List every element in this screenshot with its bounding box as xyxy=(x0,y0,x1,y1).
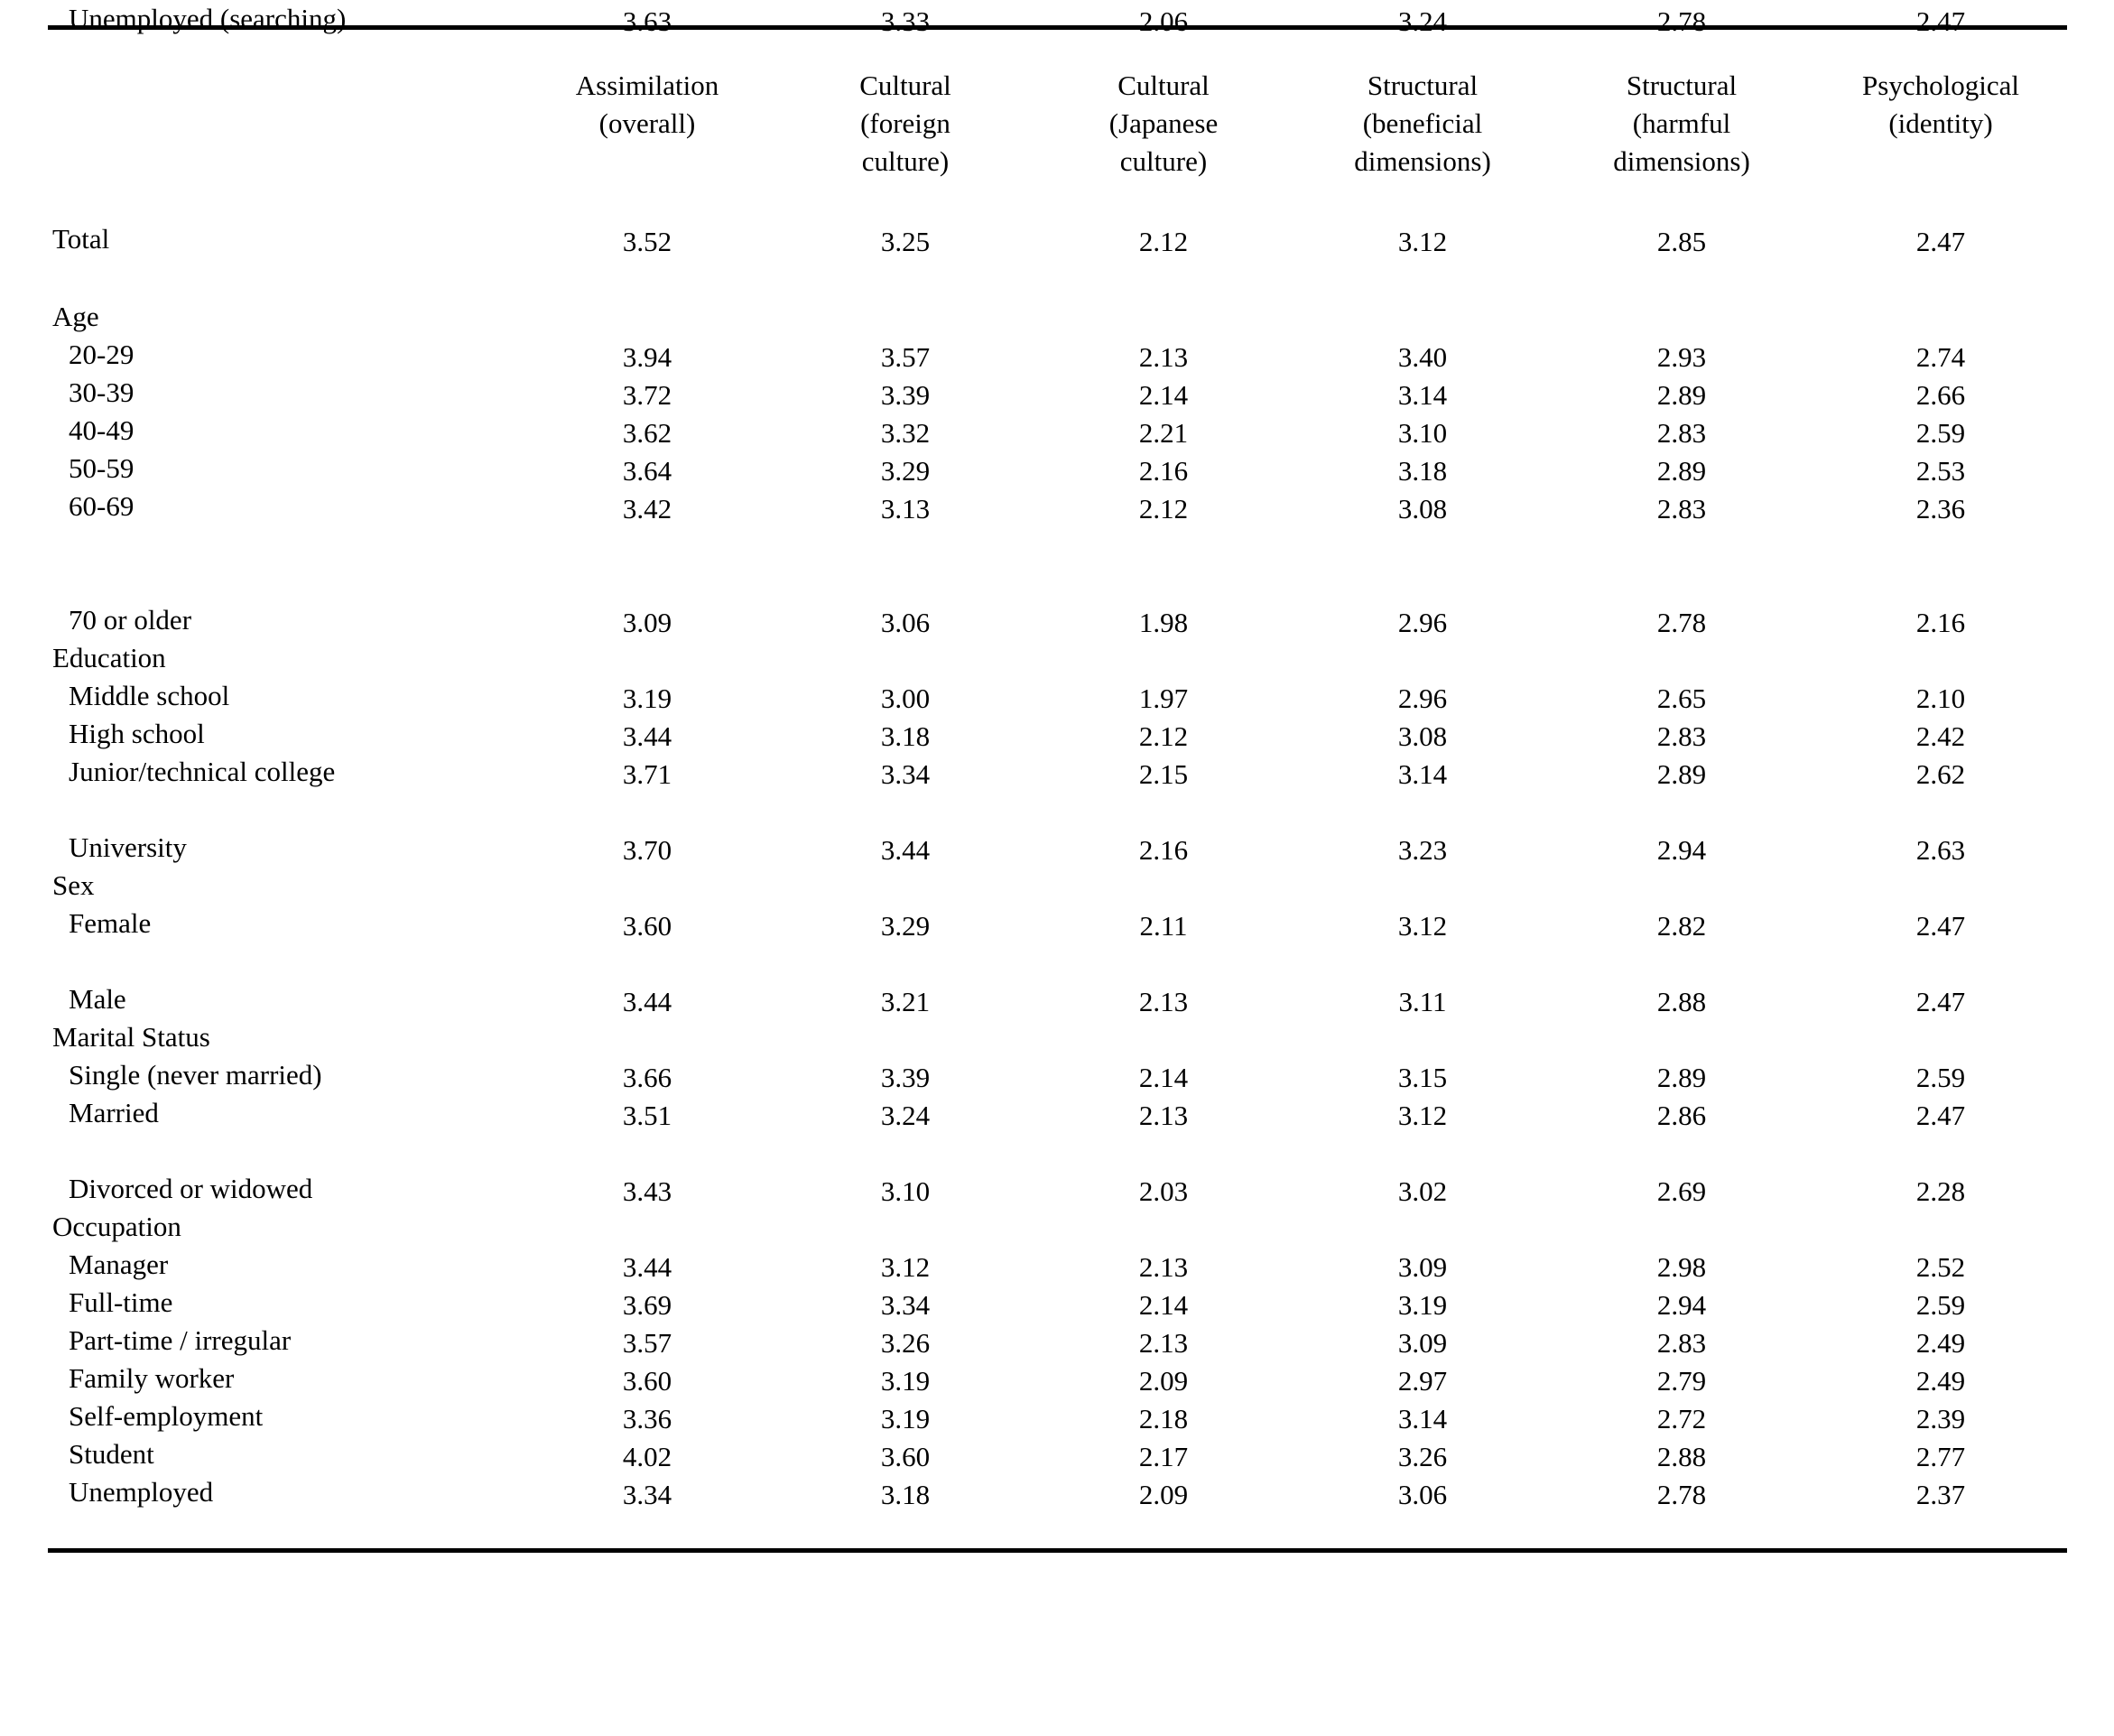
column-header-line: culture) xyxy=(1119,145,1208,177)
table-cell: 2.52 xyxy=(1915,1251,1966,1283)
table-cell: 3.19 xyxy=(880,1403,931,1434)
table-cell: 3.19 xyxy=(880,1365,931,1397)
row-label: Part-time / irregular xyxy=(69,1324,292,1356)
table-cell: 3.44 xyxy=(622,1251,672,1283)
row-label: 30-39 xyxy=(69,376,134,408)
table-cell: 4.02 xyxy=(622,1441,672,1472)
table-row xyxy=(0,1284,2114,1322)
row-label: Unemployed xyxy=(69,1476,214,1508)
column-header xyxy=(1564,67,1799,181)
table-cell: 2.49 xyxy=(1915,1365,1966,1397)
row-label: Male xyxy=(69,983,126,1015)
table-row xyxy=(0,753,2114,791)
row-label: Total xyxy=(52,223,110,255)
row-label: 70 or older xyxy=(69,604,192,636)
table-cell: 3.72 xyxy=(622,379,672,411)
table-cell: 3.00 xyxy=(880,682,931,714)
column-header-line: Cultural xyxy=(1117,70,1210,101)
table-cell: 3.09 xyxy=(622,607,672,638)
table-cell: 2.53 xyxy=(1915,455,1966,487)
group-heading-row xyxy=(0,298,2114,336)
row-label: Single (never married) xyxy=(69,1059,322,1091)
table-cell: 3.36 xyxy=(622,1403,672,1434)
table-cell: 2.88 xyxy=(1656,986,1707,1017)
table-cell: 3.10 xyxy=(1397,417,1448,449)
table-cell: 2.85 xyxy=(1656,226,1707,257)
row-label: Middle school xyxy=(69,680,230,711)
row-label: 20-29 xyxy=(69,339,134,370)
table-cell: 3.29 xyxy=(880,910,931,942)
table-cell: 3.29 xyxy=(880,455,931,487)
table-cell: 2.13 xyxy=(1138,1100,1189,1131)
table-cell: 2.42 xyxy=(1915,720,1966,752)
table-cell: 3.44 xyxy=(880,834,931,866)
column-header xyxy=(530,67,765,143)
table-cell: 3.21 xyxy=(880,986,931,1017)
table-cell: 3.44 xyxy=(622,986,672,1017)
table-cell: 3.15 xyxy=(1397,1062,1448,1093)
table-cell: 2.77 xyxy=(1915,1441,1966,1472)
table-row xyxy=(0,1056,2114,1094)
table-cell: 2.13 xyxy=(1138,341,1189,373)
table-cell: 3.60 xyxy=(880,1441,931,1472)
table-cell: 3.23 xyxy=(1397,834,1448,866)
table-cell: 2.89 xyxy=(1656,455,1707,487)
table-row xyxy=(0,1360,2114,1397)
table-cell: 3.69 xyxy=(622,1289,672,1321)
table-cell: 2.03 xyxy=(1138,1175,1189,1207)
table-cell: 2.09 xyxy=(1138,1479,1189,1510)
table-cell: 3.32 xyxy=(880,417,931,449)
table-cell: 2.47 xyxy=(1915,910,1966,942)
table-cell: 2.82 xyxy=(1656,910,1707,942)
table-cell: 1.98 xyxy=(1138,607,1189,638)
table-cell: 3.14 xyxy=(1397,758,1448,790)
table-cell: 2.11 xyxy=(1139,910,1188,942)
group-heading: Education xyxy=(52,642,166,673)
table-cell: 2.06 xyxy=(1138,5,1189,37)
table-cell: 2.62 xyxy=(1915,758,1966,790)
column-header xyxy=(1823,67,2058,143)
table-cell: 3.06 xyxy=(1397,1479,1448,1510)
table-row xyxy=(0,220,2114,258)
table-cell: 2.12 xyxy=(1138,720,1189,752)
table-cell: 3.02 xyxy=(1397,1175,1448,1207)
column-header-line: (identity) xyxy=(1888,107,1993,139)
table-cell: 2.88 xyxy=(1656,1441,1707,1472)
table-row xyxy=(0,1473,2114,1511)
table-cell: 3.18 xyxy=(880,1479,931,1510)
table-cell: 2.49 xyxy=(1915,1327,1966,1359)
table-cell: 2.47 xyxy=(1915,5,1966,37)
column-header-line: dimensions) xyxy=(1354,145,1491,177)
table-cell: 2.59 xyxy=(1915,417,1966,449)
table-cell: 3.12 xyxy=(1397,1100,1448,1131)
table-cell: 2.89 xyxy=(1656,1062,1707,1093)
row-label: Self-employment xyxy=(69,1400,264,1432)
table-cell: 3.12 xyxy=(1397,910,1448,942)
table-cell: 2.12 xyxy=(1138,493,1189,525)
table-row xyxy=(0,487,2114,525)
column-header-line: (Japanese xyxy=(1108,107,1219,139)
table-cell: 2.96 xyxy=(1397,682,1448,714)
table-cell: 3.51 xyxy=(622,1100,672,1131)
table-cell: 2.93 xyxy=(1656,341,1707,373)
table-cell: 3.18 xyxy=(1397,455,1448,487)
table-row xyxy=(0,905,2114,942)
row-label: Family worker xyxy=(69,1362,235,1394)
table-cell: 3.62 xyxy=(622,417,672,449)
table-cell: 3.19 xyxy=(622,682,672,714)
table-cell: 3.60 xyxy=(622,1365,672,1397)
table-cell: 2.16 xyxy=(1138,834,1189,866)
table-cell: 2.94 xyxy=(1656,834,1707,866)
table-cell: 2.47 xyxy=(1915,986,1966,1017)
table-cell: 3.94 xyxy=(622,341,672,373)
table-row xyxy=(0,374,2114,412)
table-cell: 3.11 xyxy=(1398,986,1447,1017)
row-label: Full-time xyxy=(69,1286,173,1318)
table-cell: 2.13 xyxy=(1138,1327,1189,1359)
table-cell: 2.79 xyxy=(1656,1365,1707,1397)
row-label: 50-59 xyxy=(69,452,134,484)
table-cell: 2.59 xyxy=(1915,1289,1966,1321)
row-label: University xyxy=(69,831,187,863)
column-header-line: (foreign xyxy=(860,107,950,139)
table-cell: 3.08 xyxy=(1397,493,1448,525)
table-row xyxy=(0,336,2114,374)
table-cell: 3.25 xyxy=(880,226,931,257)
table-cell: 3.26 xyxy=(880,1327,931,1359)
group-heading-row xyxy=(0,1018,2114,1056)
group-heading: Marital Status xyxy=(52,1021,210,1053)
column-header-line: (overall) xyxy=(598,107,696,139)
table-cell: 2.16 xyxy=(1915,607,1966,638)
table-cell: 3.09 xyxy=(1397,1327,1448,1359)
column-header-line: (beneficial xyxy=(1362,107,1483,139)
table-cell: 2.83 xyxy=(1656,1327,1707,1359)
row-label: Female xyxy=(69,907,152,939)
table-cell: 1.97 xyxy=(1138,682,1189,714)
table-cell: 3.14 xyxy=(1397,379,1448,411)
table-cell: 3.34 xyxy=(880,758,931,790)
row-label: Unemployed (searching) xyxy=(69,3,347,34)
table-row xyxy=(0,1435,2114,1473)
table-cell: 2.13 xyxy=(1138,986,1189,1017)
table-cell: 3.42 xyxy=(622,493,672,525)
column-header-line: Assimilation xyxy=(575,70,719,101)
row-label: High school xyxy=(69,718,205,749)
table-row xyxy=(0,412,2114,450)
column-header-line: culture) xyxy=(861,145,950,177)
table-row xyxy=(0,1397,2114,1435)
table-cell: 3.43 xyxy=(622,1175,672,1207)
table-cell: 3.60 xyxy=(622,910,672,942)
table-cell: 3.44 xyxy=(622,720,672,752)
table-cell: 3.09 xyxy=(1397,1251,1448,1283)
table-row xyxy=(0,450,2114,487)
table-row xyxy=(0,1246,2114,1284)
table-row xyxy=(0,715,2114,753)
table-cell: 2.16 xyxy=(1138,455,1189,487)
table-cell: 2.98 xyxy=(1656,1251,1707,1283)
table-cell: 3.57 xyxy=(880,341,931,373)
table-cell: 2.65 xyxy=(1656,682,1707,714)
table-cell: 2.96 xyxy=(1397,607,1448,638)
table-row xyxy=(0,1322,2114,1360)
table-cell: 3.71 xyxy=(622,758,672,790)
table-cell: 2.09 xyxy=(1138,1365,1189,1397)
group-heading-row xyxy=(0,867,2114,905)
table-cell: 2.28 xyxy=(1915,1175,1966,1207)
group-heading: Occupation xyxy=(52,1211,181,1242)
column-header-line: Cultural xyxy=(859,70,951,101)
table-cell: 2.89 xyxy=(1656,379,1707,411)
table-cell: 3.63 xyxy=(622,5,672,37)
table-cell: 2.21 xyxy=(1138,417,1189,449)
table-cell: 2.39 xyxy=(1915,1403,1966,1434)
table-row xyxy=(0,677,2114,715)
table-cell: 2.37 xyxy=(1915,1479,1966,1510)
table-cell: 2.15 xyxy=(1138,758,1189,790)
table-cell: 2.36 xyxy=(1915,493,1966,525)
group-heading-row xyxy=(0,1208,2114,1246)
table-cell: 2.69 xyxy=(1656,1175,1707,1207)
table-cell: 3.08 xyxy=(1397,720,1448,752)
table-cell: 3.70 xyxy=(622,834,672,866)
table-cell: 3.34 xyxy=(622,1479,672,1510)
table-row xyxy=(0,1094,2114,1132)
table-cell: 3.24 xyxy=(880,1100,931,1131)
row-label: Student xyxy=(69,1438,154,1470)
column-header-line: Structural xyxy=(1367,70,1479,101)
table-cell: 2.47 xyxy=(1915,226,1966,257)
table-cell: 3.39 xyxy=(880,379,931,411)
table-row xyxy=(0,601,2114,639)
table-cell: 3.10 xyxy=(880,1175,931,1207)
row-label: Divorced or widowed xyxy=(69,1173,313,1204)
table-cell: 2.72 xyxy=(1656,1403,1707,1434)
column-header-line: Structural xyxy=(1626,70,1738,101)
group-heading-row xyxy=(0,639,2114,677)
table-cell: 3.12 xyxy=(880,1251,931,1283)
table-cell: 2.86 xyxy=(1656,1100,1707,1131)
table-cell: 2.83 xyxy=(1656,417,1707,449)
table-row xyxy=(0,829,2114,867)
row-label: 60-69 xyxy=(69,490,134,522)
table-cell: 2.17 xyxy=(1138,1441,1189,1472)
group-heading: Age xyxy=(52,301,99,332)
table-cell: 2.83 xyxy=(1656,720,1707,752)
group-heading: Sex xyxy=(52,869,95,901)
table-cell: 2.63 xyxy=(1915,834,1966,866)
table-cell: 2.66 xyxy=(1915,379,1966,411)
table-cell: 2.78 xyxy=(1656,5,1707,37)
table-cell: 2.12 xyxy=(1138,226,1189,257)
row-label: 40-49 xyxy=(69,414,134,446)
table-bottom-rule xyxy=(48,1548,2067,1553)
column-header xyxy=(788,67,1023,181)
table-cell: 3.66 xyxy=(622,1062,672,1093)
table-cell: 2.78 xyxy=(1656,607,1707,638)
table-cell: 3.33 xyxy=(880,5,931,37)
table-cell: 2.14 xyxy=(1138,1062,1189,1093)
row-label: Manager xyxy=(69,1249,169,1280)
table-cell: 2.89 xyxy=(1656,758,1707,790)
table-cell: 3.14 xyxy=(1397,1403,1448,1434)
table-cell: 3.39 xyxy=(880,1062,931,1093)
table-cell: 3.13 xyxy=(880,493,931,525)
table-cell: 3.24 xyxy=(1397,5,1448,37)
column-header xyxy=(1046,67,1281,181)
row-label: Junior/technical college xyxy=(69,756,336,787)
column-header-line: Psychological xyxy=(1862,70,2019,101)
table-row xyxy=(0,980,2114,1018)
table-cell: 2.83 xyxy=(1656,493,1707,525)
table-cell: 3.34 xyxy=(880,1289,931,1321)
table-cell: 3.40 xyxy=(1397,341,1448,373)
table-cell: 2.14 xyxy=(1138,379,1189,411)
table-row xyxy=(0,0,2114,38)
table-cell: 2.18 xyxy=(1138,1403,1189,1434)
table-cell: 2.97 xyxy=(1397,1365,1448,1397)
column-header-line: (harmful xyxy=(1632,107,1731,139)
table-cell: 2.14 xyxy=(1138,1289,1189,1321)
table-row xyxy=(0,1170,2114,1208)
table-cell: 2.74 xyxy=(1915,341,1966,373)
table-cell: 3.18 xyxy=(880,720,931,752)
table-cell: 2.47 xyxy=(1915,1100,1966,1131)
table-cell: 3.52 xyxy=(622,226,672,257)
table-cell: 3.57 xyxy=(622,1327,672,1359)
table-cell: 3.06 xyxy=(880,607,931,638)
table-cell: 2.59 xyxy=(1915,1062,1966,1093)
table-cell: 3.64 xyxy=(622,455,672,487)
table-cell: 2.94 xyxy=(1656,1289,1707,1321)
row-label: Married xyxy=(69,1097,159,1128)
table-cell: 3.12 xyxy=(1397,226,1448,257)
table-cell: 3.26 xyxy=(1397,1441,1448,1472)
table-cell: 3.19 xyxy=(1397,1289,1448,1321)
column-header-line: dimensions) xyxy=(1613,145,1750,177)
table-cell: 2.13 xyxy=(1138,1251,1189,1283)
table-cell: 2.10 xyxy=(1915,682,1966,714)
column-header xyxy=(1305,67,1540,181)
table-cell: 2.78 xyxy=(1656,1479,1707,1510)
